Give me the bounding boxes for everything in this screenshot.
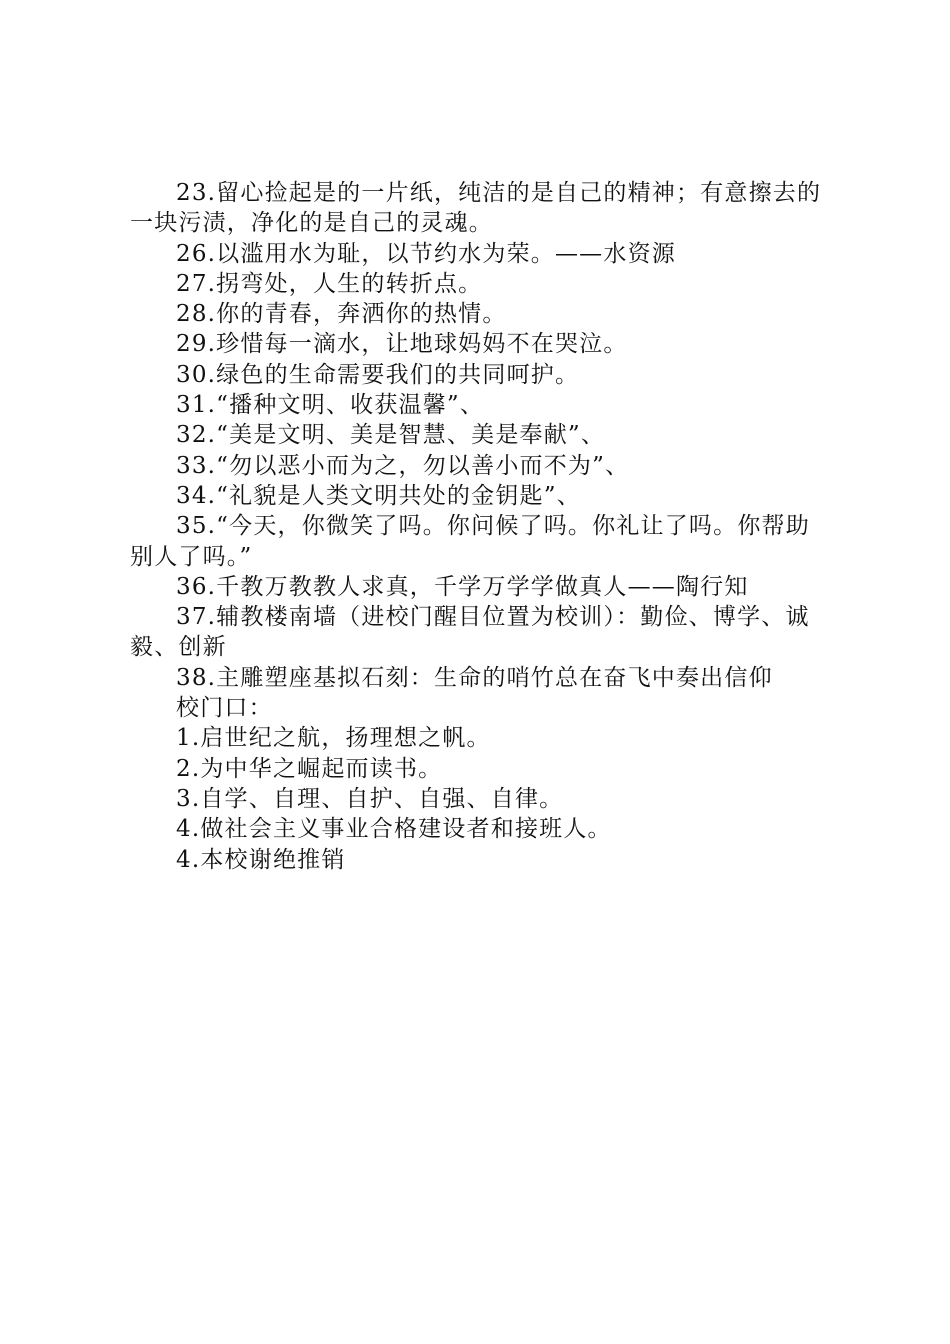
paragraph: 29.珍惜每一滴水，让地球妈妈不在哭泣。	[176, 331, 628, 358]
paragraph: 32.“美是文明、美是智慧、美是奉献”、	[176, 422, 606, 449]
paragraph: 4.本校谢绝推销	[176, 846, 346, 873]
paragraph: 35.“今天，你微笑了吗。你问候了吗。你礼让了吗。你帮助别人了吗。”	[130, 513, 810, 570]
paragraph: 26.以滥用水为耻，以节约水为荣。——水资源	[176, 240, 676, 267]
paragraph: 36.千教万教教人求真，千学万学学做真人——陶行知	[176, 573, 749, 600]
paragraph: 3.自学、自理、自护、自强、自律。	[176, 785, 564, 812]
document-body	[130, 178, 830, 875]
paragraph: 27.拐弯处，人生的转折点。	[176, 270, 483, 297]
paragraph: 31.“播种文明、收获温馨”、	[176, 392, 485, 419]
paragraph: 23.留心捡起是的一片纸，纯洁的是自己的精神；有意擦去的一块污渍，净化的是自己的灵魂。	[130, 180, 822, 237]
paragraph: 37.辅教楼南墙（进校门醒目位置为校训）：勤俭、博学、诚毅、创新	[130, 604, 810, 661]
paragraph: 2.为中华之崛起而读书。	[176, 755, 443, 782]
paragraph: 30.绿色的生命需要我们的共同呵护。	[176, 361, 580, 388]
paragraph: 校门口：	[176, 695, 273, 722]
paragraph: 34.“礼貌是人类文明共处的金钥匙”、	[176, 482, 581, 509]
paragraph: 4.做社会主义事业合格建设者和接班人。	[176, 816, 612, 843]
paragraph: 38.主雕塑座基拟石刻：生命的哨竹总在奋飞中奏出信仰	[176, 664, 773, 691]
paragraph: 28.你的青春，奔洒你的热情。	[176, 301, 507, 328]
paragraph: 1.启世纪之航，扬理想之帆。	[176, 725, 491, 752]
paragraph: 33.“勿以恶小而为之，勿以善小而不为”、	[176, 452, 630, 479]
